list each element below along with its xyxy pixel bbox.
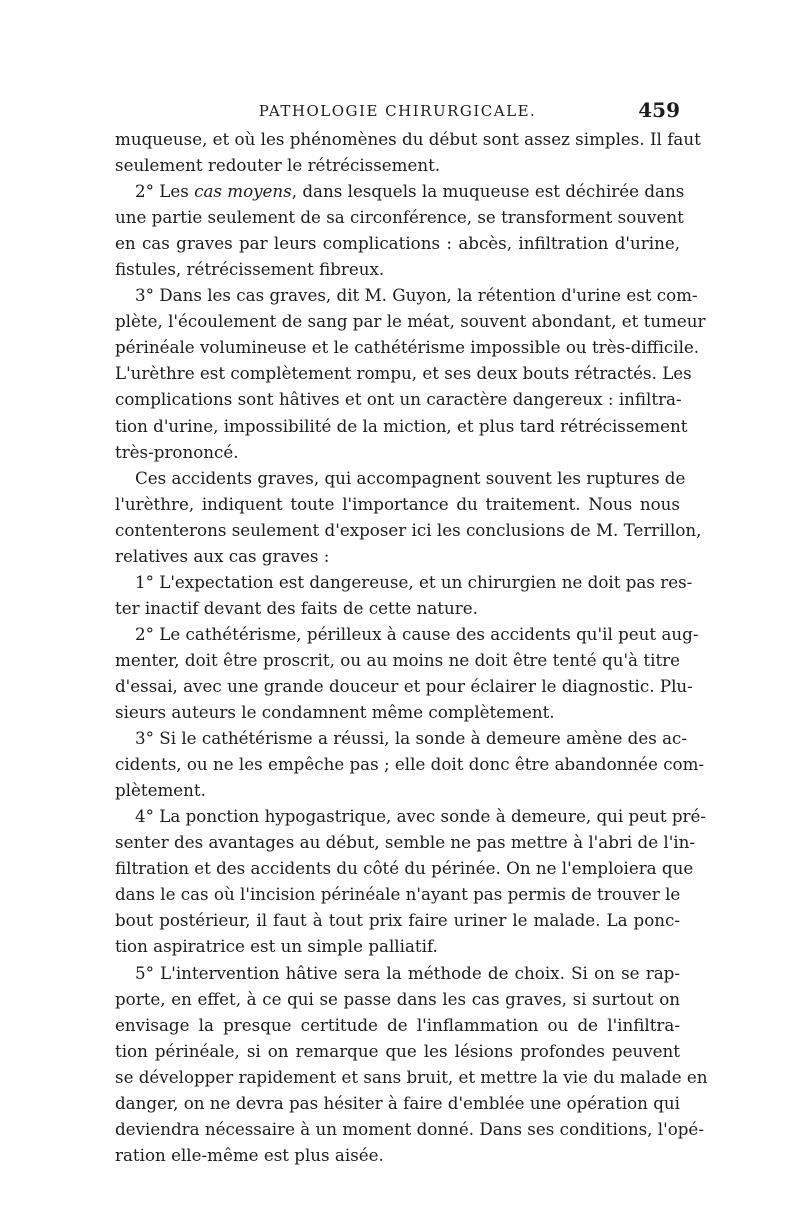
text-line: 1° L'expectation est dangereuse, et un chirurgien ne doit pas res- [135, 571, 693, 592]
text-line: 4° La ponction hypogastrique, avec sonde à demeure, qui peut pré- [135, 806, 707, 827]
text-line: relatives aux cas graves : [115, 545, 330, 566]
text-line: tion périnéale, si on remarque que les lésions profondes peuvent [115, 1040, 680, 1061]
text-line: 2° Le cathétérisme, périlleux à cause des accidents qu'il peut aug- [135, 623, 699, 644]
text-line: Ces accidents graves, qui accompagnent souvent les ruptures de [135, 467, 686, 488]
text-line: muqueuse, et où les phénomènes du début sont assez simples. Il faut [115, 129, 701, 149]
text-line: très-prononcé. [115, 441, 239, 462]
text-line: cidents, ou ne les empêche pas ; elle doit donc être abandonnée com- [115, 754, 705, 775]
text-line: plète, l'écoulement de sang par le méat, souvent abondant, et tumeur [115, 311, 706, 332]
running-head: PATHOLOGIE CHIRURGICALE. [258, 102, 537, 120]
body-text [115, 126, 708, 1168]
text-line: l'urèthre, indiquent toute l'importance du traitement. Nous nous [115, 493, 680, 514]
text-line: porte, en effet, à ce qui se passe dans les cas graves, si surtout on [115, 988, 680, 1009]
text-line: 2° Les cas moyens, dans lesquels la muqueuse est déchirée dans [135, 181, 685, 202]
text-line: plètement. [115, 780, 206, 801]
text-line: filtration et des accidents du côté du périnée. On ne l'emploiera que [115, 858, 694, 879]
text-line: 3° Dans les cas graves, dit M. Guyon, la rétention d'urine est com- [135, 285, 698, 306]
text-line: dans le cas où l'incision périnéale n'ayant pas permis de trouver le [115, 884, 681, 905]
text-line: senter des avantages au début, semble ne pas mettre à l'abri de l'in- [115, 832, 696, 853]
text-line: bout postérieur, il faut à tout prix faire uriner le malade. La ponc- [115, 910, 680, 931]
page-header [115, 98, 680, 128]
text-line: 3° Si le cathétérisme a réussi, la sonde à demeure amène des ac- [135, 728, 688, 749]
text-line: tion aspiratrice est un simple palliatif. [115, 936, 438, 957]
text-line: périnéale volumineuse et le cathétérisme impossible ou très-difficile. [115, 337, 700, 358]
text-line: 5° L'intervention hâtive sera la méthode de choix. Si on se rap- [135, 962, 680, 983]
italic-term: cas moyens [194, 181, 292, 202]
text-line: se développer rapidement et sans bruit, et mettre la vie du malade en [115, 1066, 708, 1087]
text-line: contenterons seulement d'exposer ici les conclusions de M. Terrillon, [115, 519, 702, 540]
text-line: danger, on ne devra pas hésiter à faire d'emblée une opération qui [115, 1092, 680, 1113]
text-line: seulement redouter le rétrécissement. [115, 155, 441, 176]
page-number: 459 [638, 98, 680, 122]
text-line: complications sont hâtives et ont un caractère dangereux : infiltra- [115, 389, 682, 410]
text-line: une partie seulement de sa circonférence, se transforment souvent [115, 207, 684, 228]
text-line: envisage la presque certitude de l'inflammation ou de l'infiltra- [115, 1014, 680, 1035]
text-line: menter, doit être proscrit, ou au moins ne doit être tenté qu'à titre [115, 649, 680, 670]
text-line: ration elle-même est plus aisée. [115, 1144, 384, 1165]
text-line: tion d'urine, impossibilité de la miction, et plus tard rétrécissement [115, 415, 688, 436]
text-line: en cas graves par leurs complications : abcès, infiltration d'urine, [115, 233, 680, 254]
text-line: L'urèthre est complètement rompu, et ses deux bouts rétractés. Les [115, 363, 692, 384]
text-line: sieurs auteurs le condamnent même complètement. [115, 702, 555, 723]
text-line: fistules, rétrécissement fibreux. [115, 259, 385, 280]
text-line: deviendra nécessaire à un moment donné. Dans ses conditions, l'opé- [115, 1118, 704, 1139]
text-line: d'essai, avec une grande douceur et pour éclairer le diagnostic. Plu- [115, 675, 693, 696]
text-line: ter inactif devant des faits de cette nature. [115, 597, 478, 618]
